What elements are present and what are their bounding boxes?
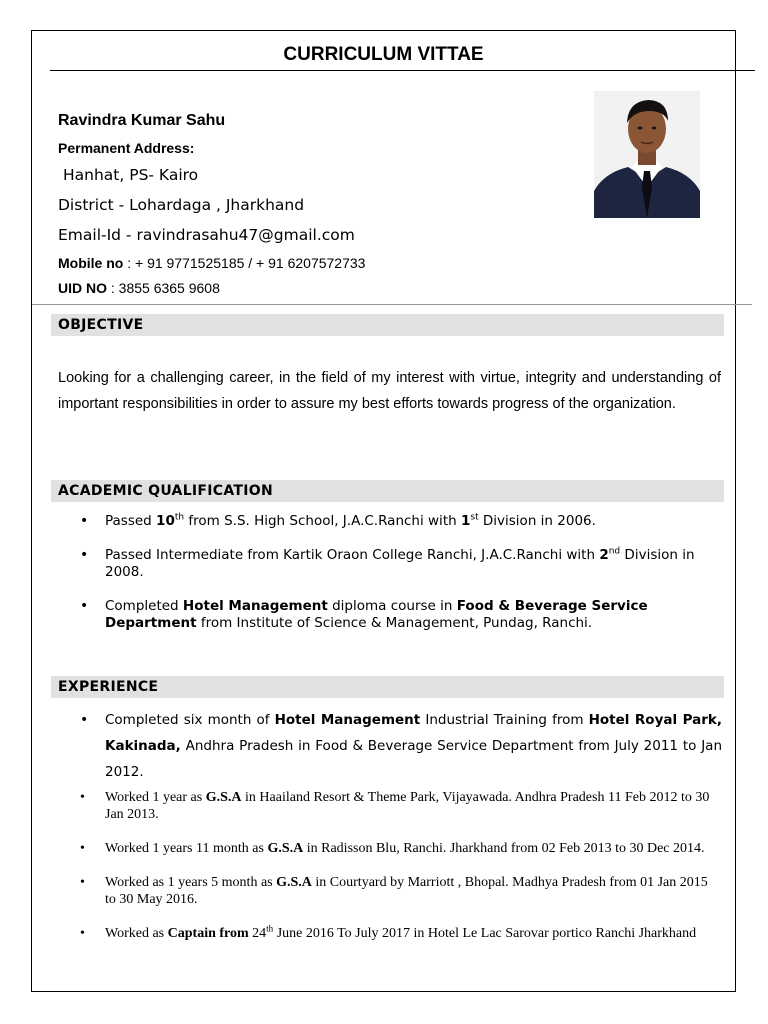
address-label: Permanent Address: [58, 140, 195, 156]
objective-text: Looking for a challenging career, in the field of my interest with virtue, integrity and understanding of important responsibilities in order to assure my best efforts towards progress of the organization. [58, 370, 721, 412]
list-item: • Passed Intermediate from Kartik Oraon College Ranchi, J.A.C.Ranchi with 2nd Division in 2008. [80, 546, 695, 580]
experience-list [58, 707, 722, 959]
address-line-2: District - Lohardaga , Jharkhand [58, 196, 305, 214]
header-divider [32, 304, 752, 305]
candidate-name: Ravindra Kumar Sahu [58, 112, 226, 129]
list-item: • Worked as Captain from 24th June 2016 To July 2017 in Hotel Le Lac Sarovar portico Ranchi Jharkhand [80, 923, 697, 941]
academic-list [58, 513, 722, 649]
list-item: • Completed six month of Hotel Management Industrial Training from Hotel Royal Park, Kakinada, Andhra Pradesh in Food & Beverage Service Department from July 2011 to Jan 2012. [58, 707, 722, 785]
uid-line [58, 280, 220, 296]
bullet-icon: • [80, 513, 89, 529]
resume-page [31, 30, 736, 992]
list-item: • Passed 10th from S.S. High School, J.A.C.Ranchi with 1st Division in 2006. [80, 512, 596, 529]
bullet-icon: • [80, 875, 85, 890]
bullet-icon: • [80, 598, 89, 614]
email-line: Email-Id - ravindrasahu47@gmail.com [58, 226, 355, 244]
objective-heading: OBJECTIVE [51, 314, 724, 336]
mobile-label: Mobile no [58, 255, 124, 271]
uid-label: UID NO [58, 280, 107, 296]
bullet-icon: • [80, 790, 85, 805]
bullet-icon: • [80, 841, 85, 856]
mobile-value: : + 91 9771525185 / + 91 6207572733 [123, 255, 366, 271]
list-item: • Worked 1 year as G.S.A in Haailand Resort & Theme Park, Vijayawada. Andhra Pradesh 11 Feb 2012 to 30 Jan 2013. [80, 790, 710, 822]
academic-heading: ACADEMIC QUALIFICATION [51, 480, 724, 502]
mobile-line [58, 255, 365, 271]
list-item: • Worked as 1 years 5 month as G.S.A in Courtyard by Marriott , Bhopal. Madhya Pradesh from 01 Jan 2015 to 30 May 2016. [80, 875, 708, 907]
bullet-icon: • [80, 712, 89, 728]
title-underline [50, 70, 755, 71]
list-item: • Completed Hotel Management diploma course in Food & Beverage Service Department from Institute of Science & Management, Pundag, Ranchi. [80, 598, 648, 631]
profile-photo [594, 91, 700, 218]
document-title: CURRICULUM VITTAE [283, 44, 484, 65]
address-line-1: Hanhat, PS- Kairo [63, 166, 199, 184]
list-item: • Worked 1 years 11 month as G.S.A in Radisson Blu, Ranchi. Jharkhand from 02 Feb 2013 to 30 Dec 2014. [80, 841, 705, 856]
experience-heading: EXPERIENCE [51, 676, 724, 698]
bullet-icon: • [80, 547, 89, 563]
uid-value: : 3855 6365 9608 [107, 280, 220, 296]
bullet-icon: • [80, 926, 85, 941]
